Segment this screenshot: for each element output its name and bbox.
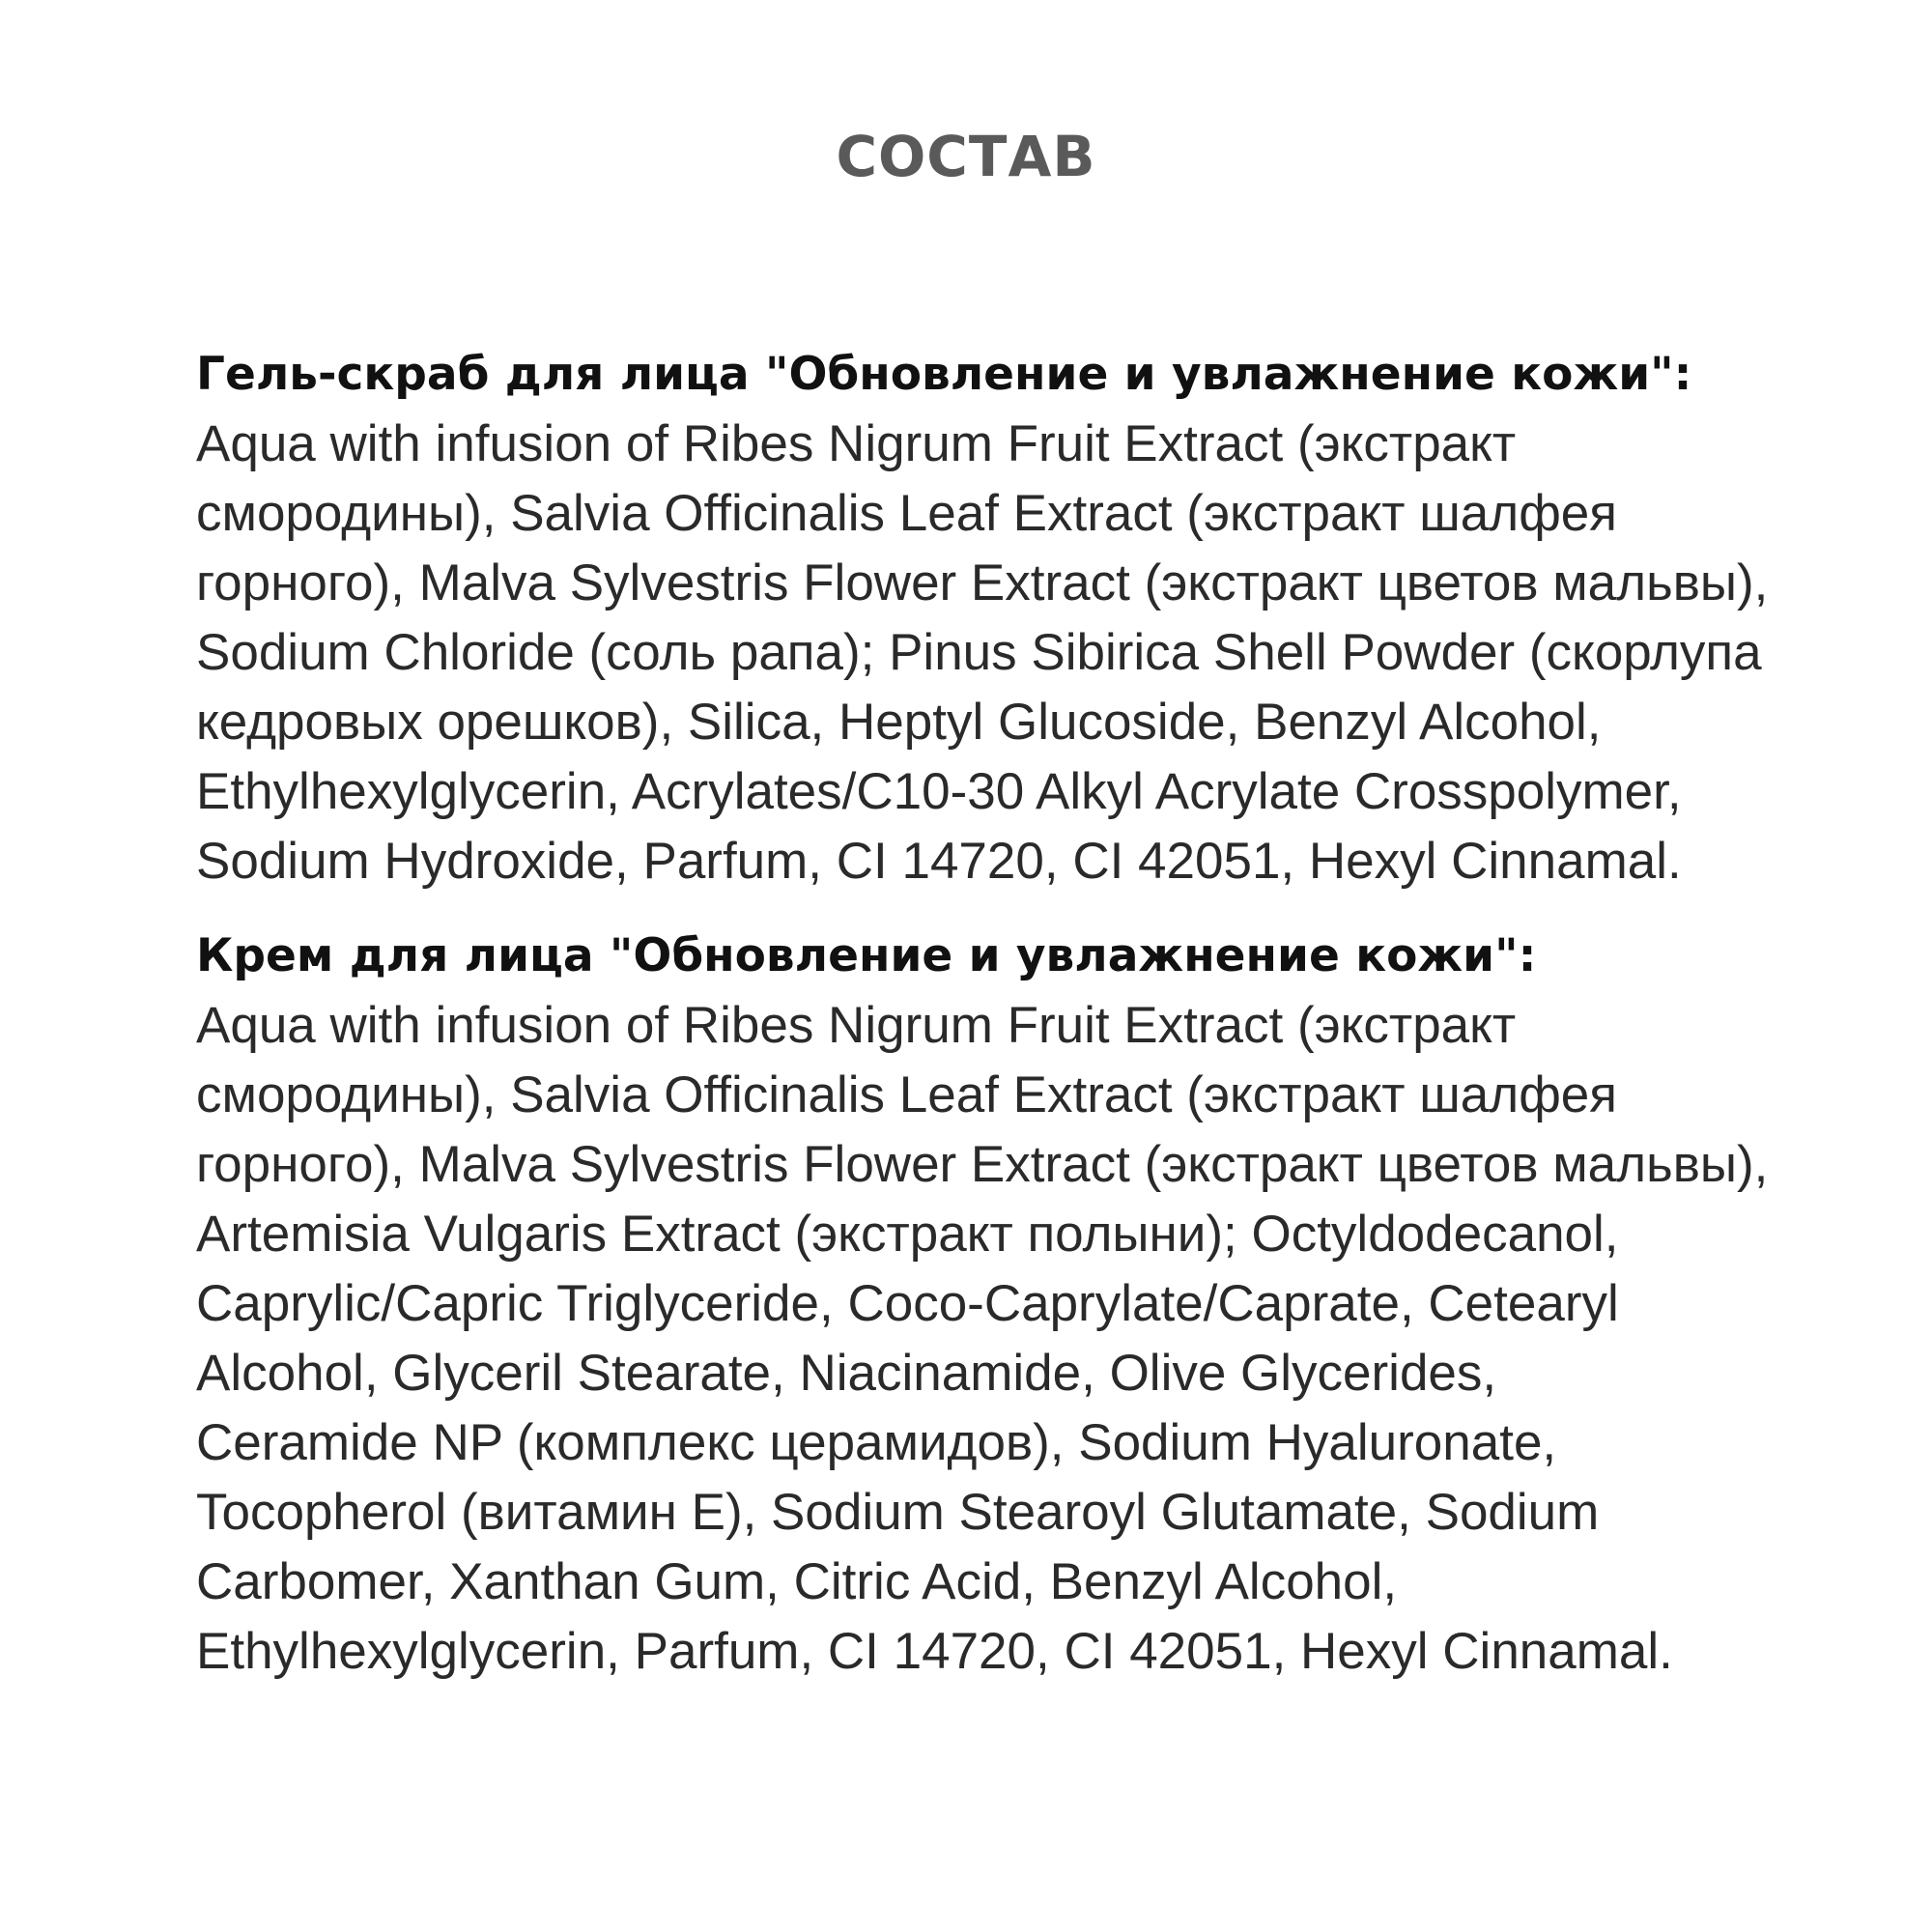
section-gel-scrub [196, 340, 1819, 896]
ingredients-content [196, 340, 1819, 1712]
ingredient-line: Aqua with infusion of Ribes Nigrum Fruit Extract (экстракт [196, 997, 1517, 1054]
ingredient-line: Ceramide NP (комплекс церамидов), Sodium Hyaluronate, [196, 1414, 1557, 1471]
page-title: СОСТАВ [836, 124, 1096, 189]
ingredient-line: Sodium Chloride (соль рапа); Pinus Sibirica Shell Powder (скорлупа [196, 624, 1762, 681]
ingredient-line: Ethylhexylglycerin, Parfum, CI 14720, CI 42051, Hexyl Cinnamal. [196, 1623, 1673, 1680]
ingredient-line: Artemisia Vulgaris Extract (экстракт полыни); Octyldodecanol, [196, 1206, 1619, 1263]
ingredient-line: горного), Malva Sylvestris Flower Extract (экстракт цветов мальвы), [196, 1136, 1769, 1193]
ingredient-line: Aqua with infusion of Ribes Nigrum Fruit Extract (экстракт [196, 415, 1517, 472]
ingredient-line: смородины), Salvia Officinalis Leaf Extract (экстракт шалфея [196, 485, 1617, 542]
ingredient-line: горного), Malva Sylvestris Flower Extract (экстракт цветов мальвы), [196, 554, 1769, 611]
ingredient-line: кедровых орешков), Silica, Heptyl Glucoside, Benzyl Alcohol, [196, 694, 1602, 751]
ingredient-line: Sodium Hydroxide, Parfum, CI 14720, CI 42051, Hexyl Cinnamal. [196, 833, 1682, 890]
ingredient-line: Carbomer, Xanthan Gum, Citric Acid, Benzyl Alcohol, [196, 1553, 1398, 1610]
section-cream [196, 922, 1819, 1687]
ingredient-line: Ethylhexylglycerin, Acrylates/C10-30 Alkyl Acrylate Crosspolymer, [196, 763, 1682, 820]
section-heading: Крем для лица "Обновление и увлажнение кожи": [196, 929, 1537, 982]
ingredient-line: Caprylic/Capric Triglyceride, Coco-Caprylate/Caprate, Cetearyl [196, 1275, 1619, 1332]
ingredient-line: смородины), Salvia Officinalis Leaf Extract (экстракт шалфея [196, 1066, 1617, 1123]
section-heading: Гель-скраб для лица "Обновление и увлажнение кожи": [196, 348, 1692, 401]
ingredient-line: Tocopherol (витамин Е), Sodium Stearoyl Glutamate, Sodium [196, 1484, 1600, 1541]
ingredient-line: Alcohol, Glyceril Stearate, Niacinamide, Olive Glycerides, [196, 1345, 1497, 1402]
